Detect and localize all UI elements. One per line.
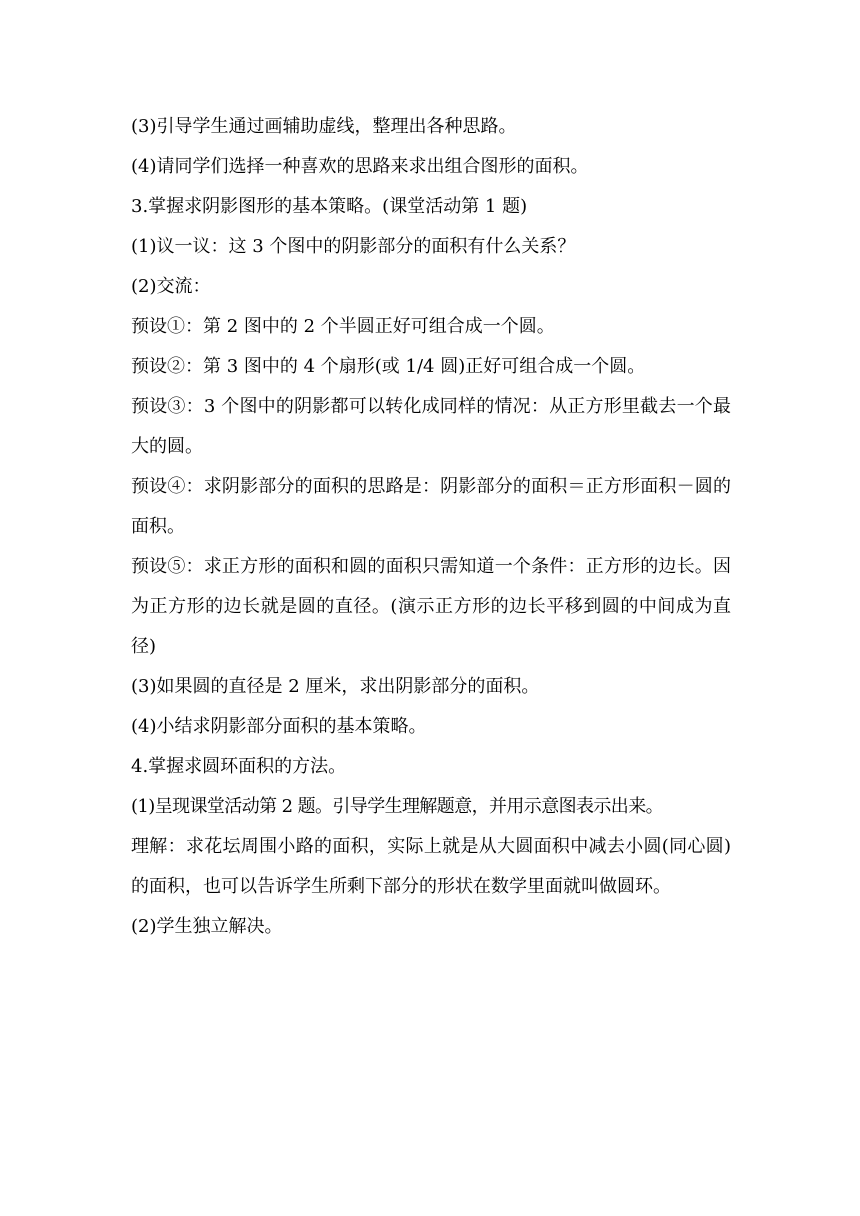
paragraph-exchange: (2)交流： xyxy=(131,276,211,297)
section-heading-3: 3.掌握求阴影图形的基本策略。(课堂活动第 1 题) xyxy=(131,196,528,217)
paragraph-step-3: (3)引导学生通过画辅助虚线，整理出各种思路。 xyxy=(131,116,517,137)
paragraph-independent: (2)学生独立解决。 xyxy=(131,916,283,937)
paragraph-discuss: (1)议一议：这 3 个图中的阴影部分的面积有什么关系？ xyxy=(131,236,576,257)
paragraph-preset-4: 预设④：求阴影部分的面积的思路是：阴影部分的面积＝正方形面积－圆的面积。 xyxy=(131,476,731,537)
paragraph-summary: (4)小结求阴影部分面积的基本策略。 xyxy=(131,716,427,737)
paragraph-step-4: (4)请同学们选择一种喜欢的思路来求出组合图形的面积。 xyxy=(131,156,589,177)
paragraph-diameter-question: (3)如果圆的直径是 2 厘米，求出阴影部分的面积。 xyxy=(131,676,540,697)
paragraph-preset-5: 预设⑤：求正方形的面积和圆的面积只需知道一个条件：正方形的边长。因为正方形的边长就是圆的直径。(演示正方形的边长平移到圆的中间成为直径) xyxy=(131,556,731,657)
paragraph-understanding: 理解：求花坛周围小路的面积，实际上就是从大圆面积中减去小圆(同心圆)的面积，也可以告诉学生所剩下部分的形状在数学里面就叫做圆环。 xyxy=(131,836,731,897)
paragraph-activity-2: (1)呈现课堂活动第 2 题。引导学生理解题意，并用示意图表示出来。 xyxy=(131,796,663,817)
document-body xyxy=(131,107,731,947)
paragraph-preset-1: 预设①：第 2 图中的 2 个半圆正好可组合成一个圆。 xyxy=(131,316,555,337)
section-heading-4: 4.掌握求圆环面积的方法。 xyxy=(131,756,347,777)
paragraph-preset-2: 预设②：第 3 图中的 4 个扇形(或 1/4 圆)正好可组合成一个圆。 xyxy=(131,356,646,377)
paragraph-preset-3: 预设③：3 个图中的阴影都可以转化成同样的情况：从正方形里截去一个最大的圆。 xyxy=(131,396,731,457)
